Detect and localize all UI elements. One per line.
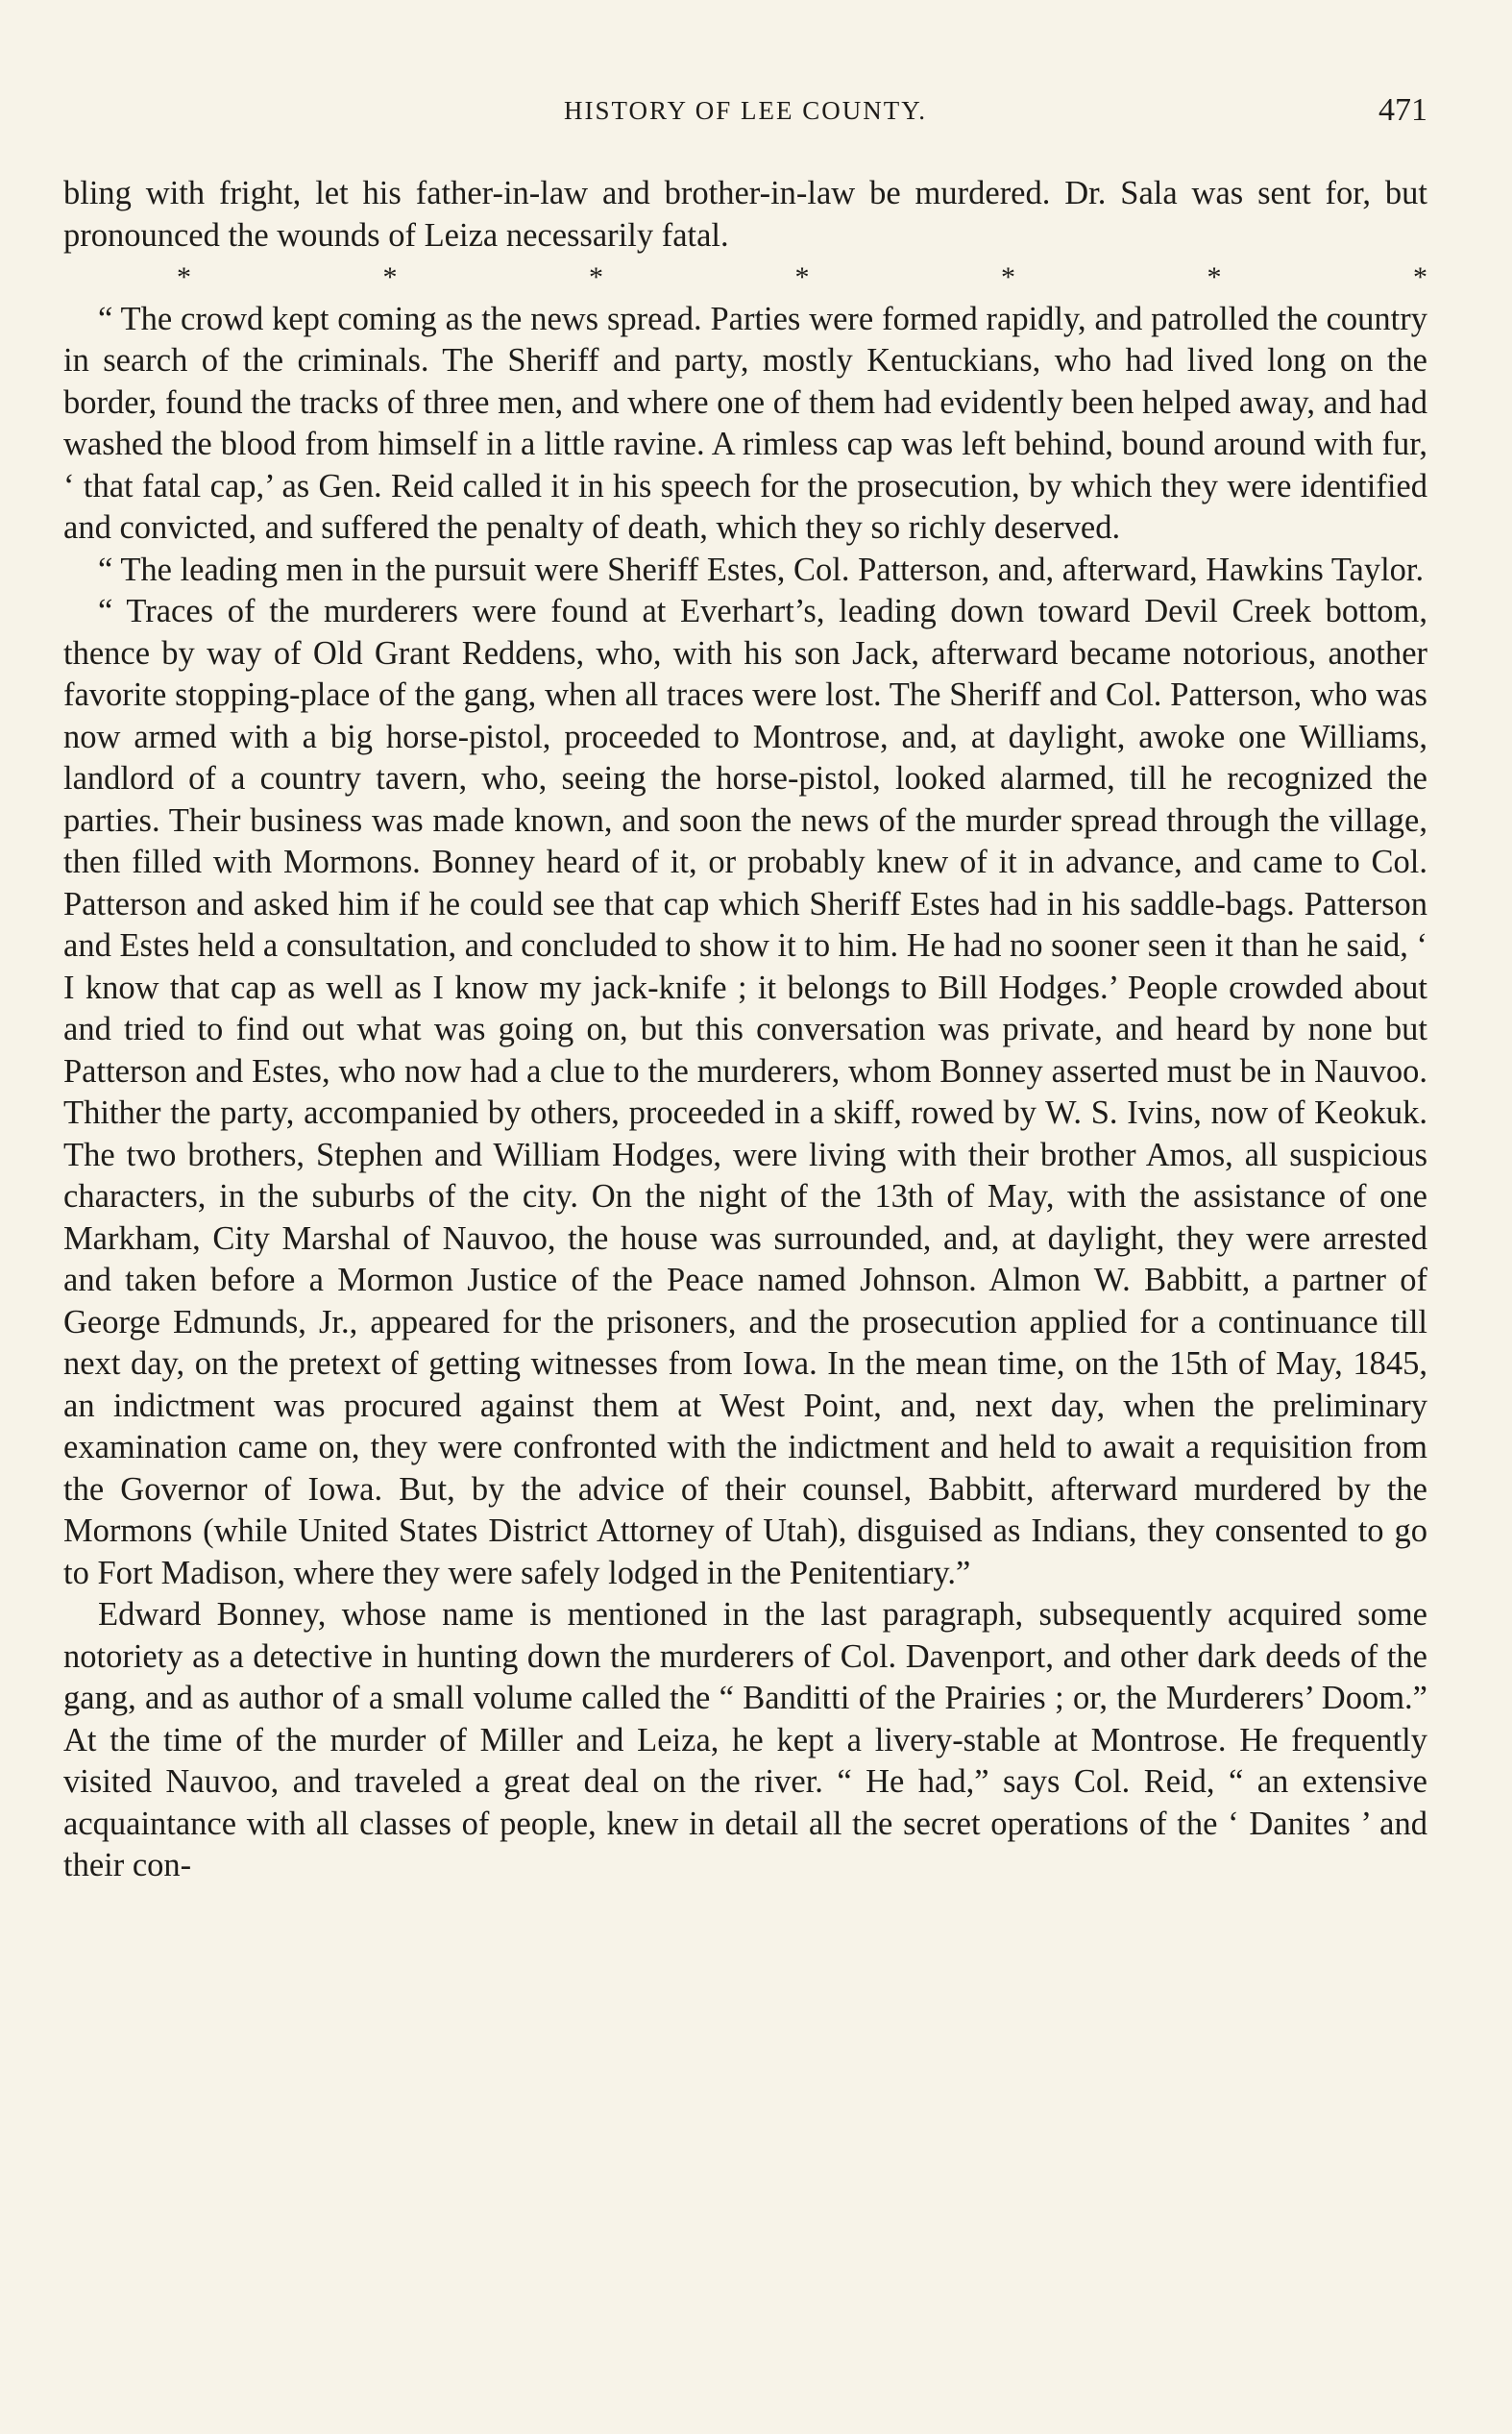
star: * xyxy=(177,261,191,293)
star: * xyxy=(794,261,810,293)
paragraph-traces: “ Traces of the murderers were found at Everhart’s, leading down toward Devil Creek bottom, thence by way of Old Grant Reddens, who, with his son Jack, afterward became notorious, another favorite stopping-place of the gang, when all traces were lost. The Sheriff and Col. Patterson, who was now armed with a big horse-pistol, proceeded to Montrose, and, at daylight, awoke one Williams, landlord of a country tavern, who, seeing the horse-pistol, looked alarmed, till he recognized the parties. Their business was made known, and soon the news of the murder spread through the village, then filled with Mormons. Bonney heard of it, or probably knew of it in advance, and came to Col. Patterson and asked him if he could see that cap which Sheriff Estes had in his saddle-bags. Patterson and Estes held a consultation, and concluded to show it to him. He had no sooner seen it than he said, ‘ I know that cap as well as I know my jack-knife ; it belongs to Bill Hodges.’ People crowded about and tried to find out what was going on, but this conversation was private, and heard by none but Patterson and Estes, who now had a clue to the murderers, whom Bonney asserted must be in Nauvoo. Thither the party, accompanied by others, proceeded in a skiff, rowed by W. S. Ivins, now of Keokuk. The two brothers, Stephen and William Hodges, were living with their brother Amos, all suspicious characters, in the suburbs of the city. On the night of the 13th of May, with the assistance of one Markham, City Marshal of Nauvoo, the house was surrounded, and, at daylight, they were arrested and taken before a Mormon Justice of the Peace named Johnson. Almon W. Babbitt, a partner of George Edmunds, Jr., appeared for the prisoners, and the prosecution applied for a continuance till next day, on the pretext of getting witnesses from Iowa. In the mean time, on the 15th of May, 1845, an indictment was procured against them at West Point, and, next day, when the preliminary examination came on, they were confronted with the indictment and held to await a requisition from the Governor of Iowa. But, by the advice of their counsel, Babbitt, afterward murdered by the Mormons (while United States District Attorney of Utah), disguised as Indians, they consented to go to Fort Madison, where they were safely lodged in the Penitentiary.” xyxy=(63,593,1427,1591)
page-number: 471 xyxy=(1378,92,1427,128)
paragraph-crowd: “ The crowd kept coming as the news spread. Parties were formed rapidly, and patrolled the country in search of the criminals. The Sheriff and party, mostly Kentuckians, who had lived long on the border, found the tracks of three men, and where one of them had evidently been helped away, and had washed the blood from himself in a little ravine. A rimless cap was left behind, bound around with fur, ‘ that fatal cap,’ as Gen. Reid called it in his speech for the prosecution, by which they were identified and convicted, and suffered the penalty of death, which they so richly deserved. xyxy=(63,300,1427,546)
running-head: HISTORY OF LEE COUNTY. xyxy=(563,96,928,125)
paragraph-pursuit: “ The leading men in the pursuit were Sheriff Estes, Col. Patterson, and, afterward, Hawkins Taylor. xyxy=(98,551,1425,588)
star: * xyxy=(1001,261,1015,293)
paragraph-bonney: Edward Bonney, whose name is mentioned in the last paragraph, subsequently acquired some notoriety as a detective in hunting down the murderers of Col. Davenport, and other dark deeds of the gang, and as author of a small volume called the “ Banditti of the Prairies ; or, the Murderers’ Doom.” At the time of the murder of Miller and Leiza, he kept a livery-stable at Montrose. He frequently visited Nauvoo, and traveled a great deal on the river. “ He had,” says Col. Reid, “ an extensive acquaintance with all classes of people, knew in detail all the secret operations of the ‘ Danites ’ and their con- xyxy=(63,1596,1427,1883)
star: * xyxy=(1413,261,1427,293)
page-header xyxy=(63,92,1427,135)
star: * xyxy=(589,261,603,293)
body-text xyxy=(63,173,1427,1887)
star: * xyxy=(1207,261,1222,293)
star: * xyxy=(382,261,398,293)
ellipsis-stars xyxy=(63,257,1427,299)
paragraph-continuation: bling with fright, let his father-in-law and brother-in-law be murdered. Dr. Sala was sent for, but pronounced the wounds of Leiza necessarily fatal. xyxy=(63,175,1427,254)
